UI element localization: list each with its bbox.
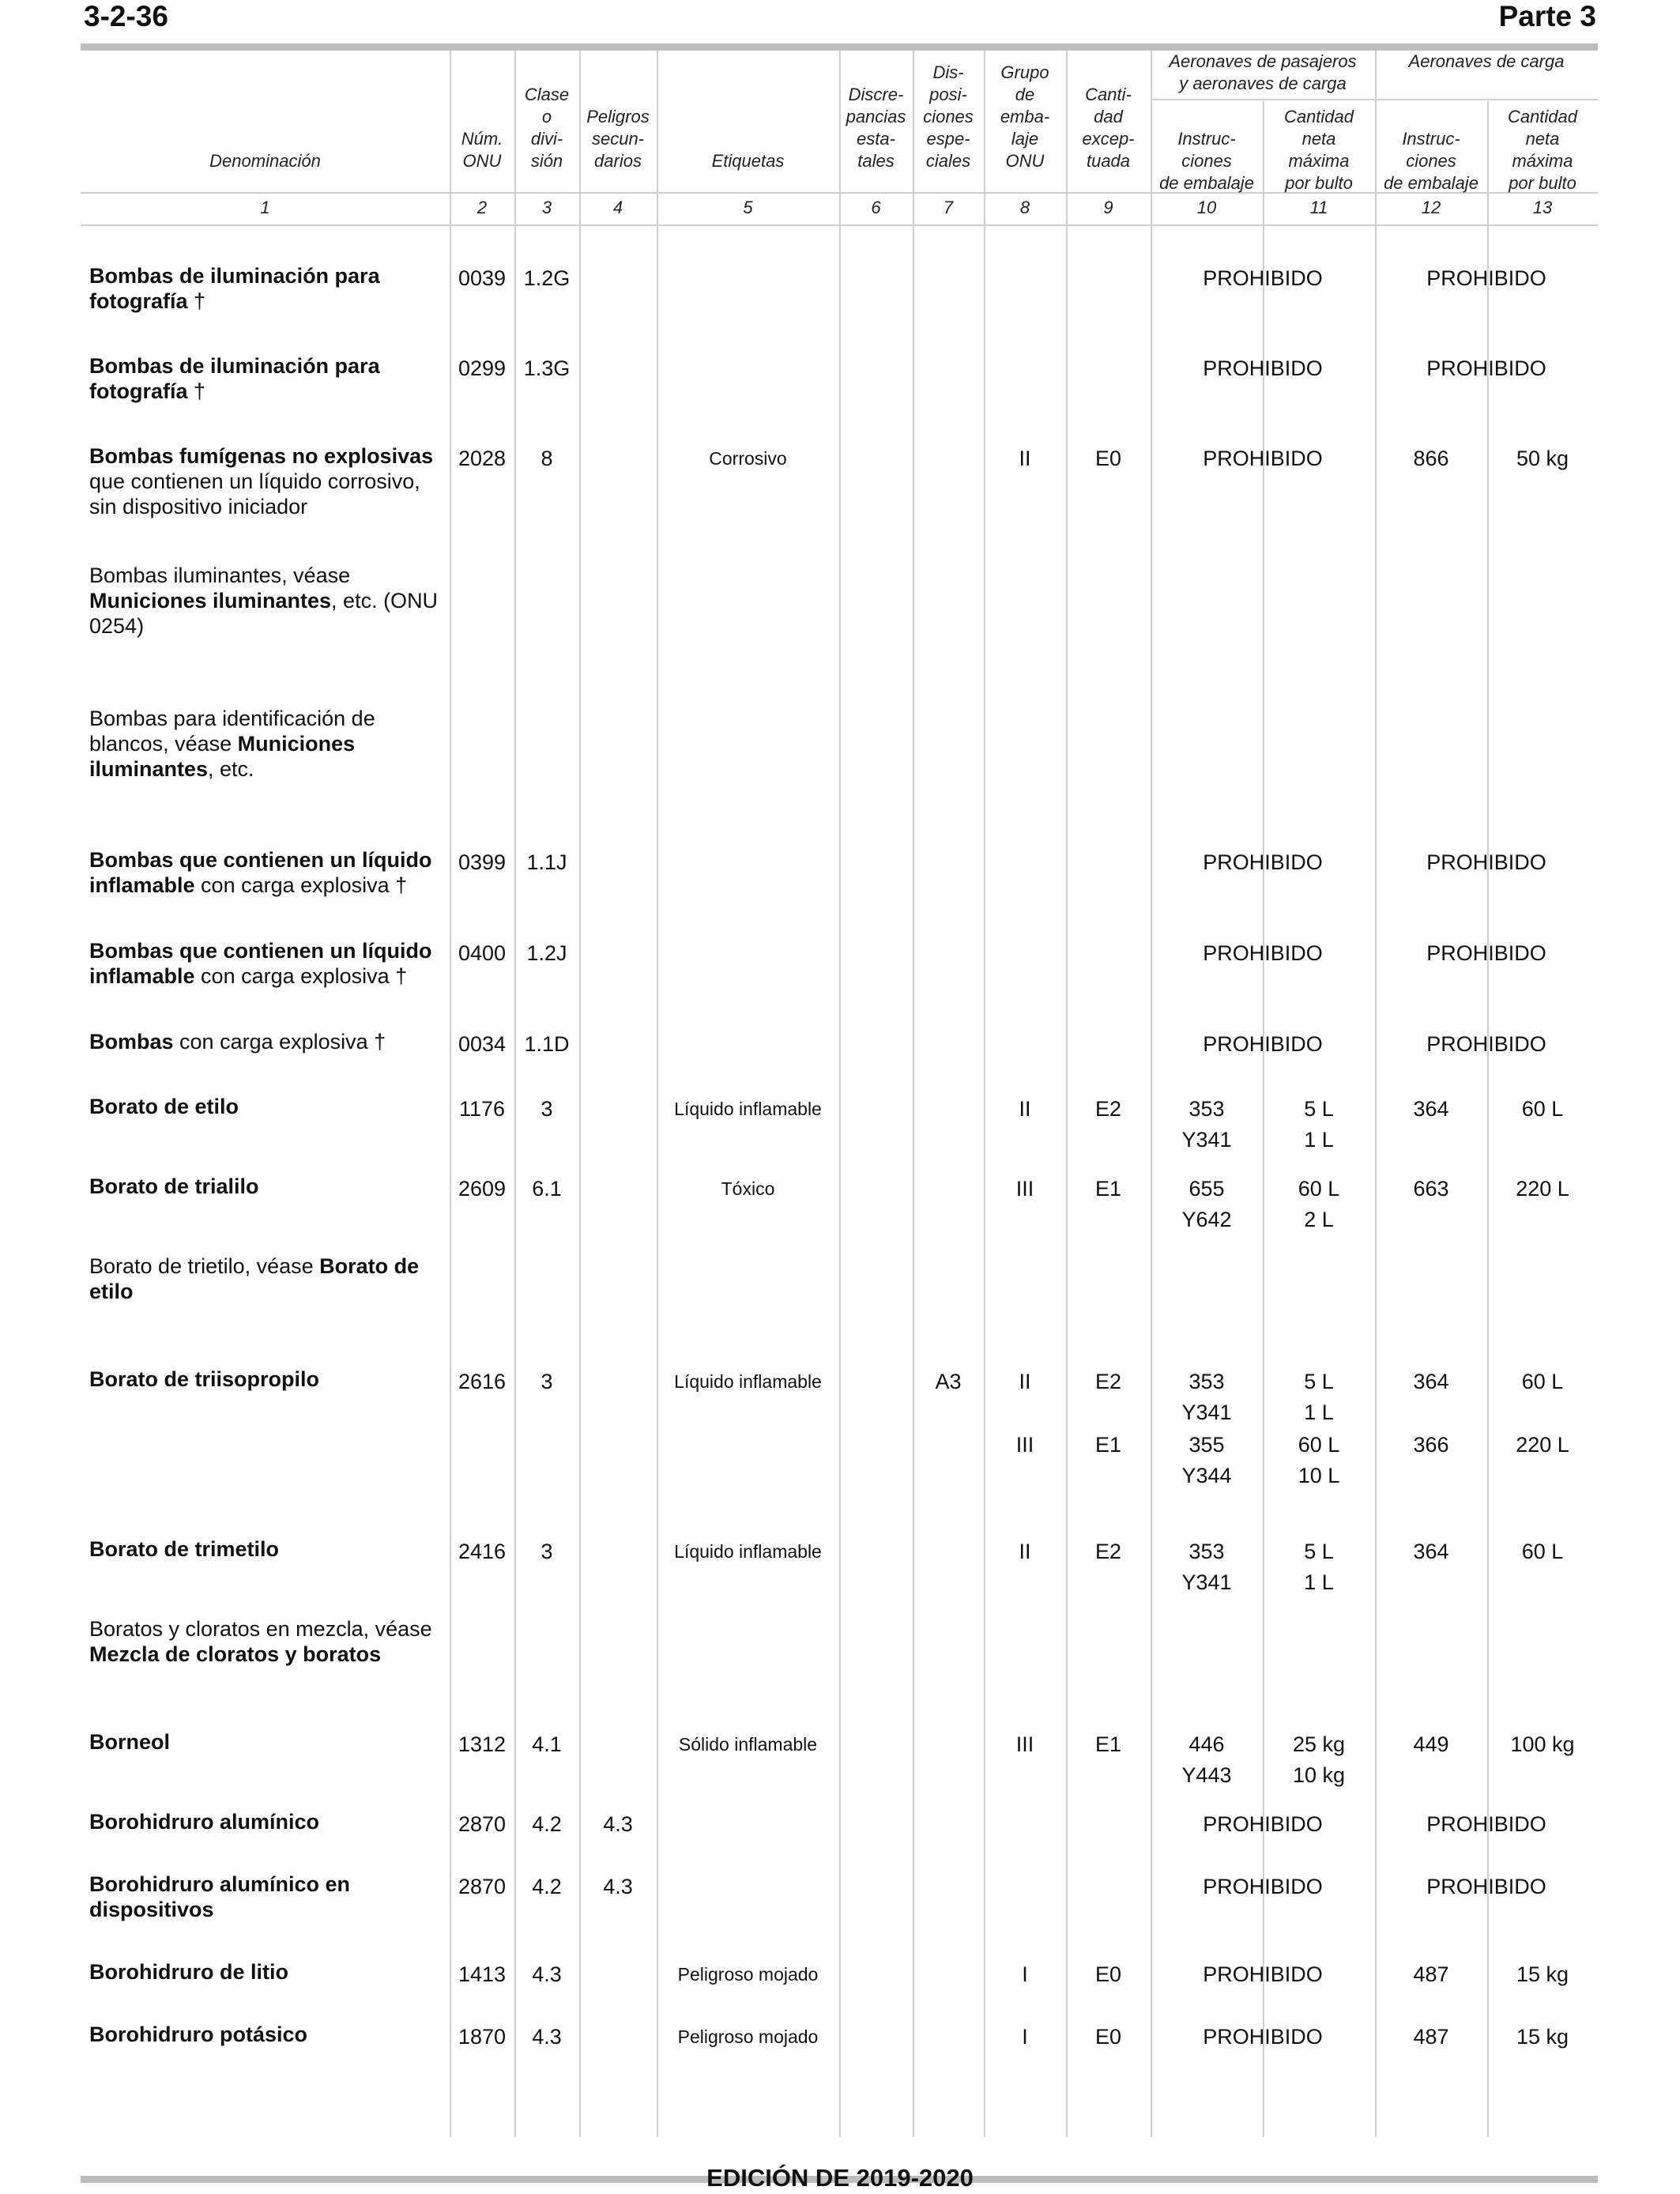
- entry-name: [89, 706, 449, 782]
- entry-name-text: , etc. (ONU 0254): [89, 589, 439, 638]
- header-line: emba-: [1000, 107, 1050, 126]
- pax-max-net-quantity: 60 L: [1298, 1177, 1340, 1201]
- class-division: 1.1D: [524, 1032, 570, 1056]
- un-number: 0299: [458, 356, 507, 380]
- un-number: 2416: [458, 1540, 507, 1563]
- header-line: Peligros: [586, 107, 650, 126]
- pax-packing-instruction: 353: [1188, 1370, 1225, 1393]
- entry-name-bold: Borohidruro potásico: [89, 2022, 307, 2046]
- pax-prohibited: PROHIBIDO: [1203, 1875, 1323, 1898]
- packing-group: III: [1015, 1433, 1034, 1457]
- entry-name-text: Borato de trietilo, véase: [89, 1254, 320, 1278]
- entry-name: [89, 1253, 449, 1304]
- column-number: 4: [612, 198, 623, 217]
- pax-max-net-quantity: 60 L: [1298, 1433, 1340, 1457]
- special-provision: A3: [935, 1370, 962, 1393]
- entry-name-bold: Bombas fumígenas no explosivas: [89, 444, 434, 468]
- entry-name: [89, 1536, 449, 1562]
- top-rule: [81, 43, 1598, 51]
- un-number: 2616: [458, 1370, 507, 1393]
- header-line: ciones: [923, 107, 974, 126]
- entry-name-text: con carga explosiva †: [194, 873, 408, 897]
- packing-group: II: [1019, 1370, 1031, 1393]
- header-line: secun-: [591, 129, 645, 149]
- cargo-packing-instruction: 663: [1413, 1177, 1449, 1201]
- header-line: espe-: [926, 129, 970, 149]
- column-number: 3: [541, 198, 552, 217]
- class-division: 8: [541, 447, 553, 470]
- header-line: Clase: [524, 85, 570, 104]
- pax-prohibited: PROHIBIDO: [1203, 1032, 1323, 1056]
- un-number: 1413: [458, 1962, 507, 1986]
- header-disposiciones: [913, 62, 984, 172]
- hazard-label: Corrosivo: [709, 448, 787, 469]
- entry-name: [89, 1367, 449, 1392]
- secondary-hazard: 4.3: [603, 1875, 633, 1898]
- pax-packing-instruction: Y341: [1181, 1400, 1232, 1424]
- header-cantidad-cargo: [1486, 106, 1599, 194]
- entry-name-bold: Bombas que contienen un líquido inflamable: [89, 848, 432, 897]
- excepted-quantity: E0: [1094, 447, 1122, 470]
- column-divider: [657, 51, 658, 2137]
- excepted-quantity: E2: [1094, 1540, 1122, 1563]
- entry-name-bold: Bombas: [89, 1030, 174, 1054]
- column-number: 12: [1421, 198, 1441, 217]
- entry-name-text: , etc.: [208, 757, 254, 781]
- excepted-quantity: E1: [1094, 1732, 1122, 1756]
- packing-group: I: [1022, 1962, 1028, 1986]
- entry-name-bold: Borato de trialilo: [89, 1174, 259, 1198]
- header-line: dad: [1094, 107, 1123, 126]
- cargo-prohibited: PROHIBIDO: [1426, 356, 1546, 380]
- cargo-prohibited: PROHIBIDO: [1426, 1032, 1546, 1056]
- entry-name-bold: Bombas de iluminación para fotografía: [89, 264, 380, 313]
- header-line: pancias: [846, 107, 906, 126]
- class-division: 1.3G: [523, 356, 571, 380]
- cargo-packing-instruction: 487: [1413, 1962, 1449, 1986]
- packing-group: II: [1019, 1540, 1031, 1563]
- pax-prohibited: PROHIBIDO: [1203, 356, 1323, 380]
- cargo-packing-instruction: 866: [1413, 447, 1449, 470]
- hazard-label: Sólido inflamable: [678, 1734, 818, 1755]
- column-number: 13: [1532, 198, 1553, 217]
- hazard-label: Líquido inflamable: [674, 1371, 822, 1392]
- header-line: de embalaje: [1384, 173, 1478, 193]
- header-line: y aeronaves de carga: [1179, 74, 1347, 93]
- header-line: tuada: [1086, 151, 1131, 171]
- pax-packing-instruction: Y341: [1181, 1128, 1232, 1152]
- cargo-prohibited: PROHIBIDO: [1426, 1875, 1546, 1898]
- pax-packing-instruction: 655: [1188, 1177, 1225, 1201]
- cargo-prohibited: PROHIBIDO: [1426, 266, 1546, 290]
- entry-name: [89, 2022, 449, 2047]
- hazard-label: Tóxico: [721, 1178, 775, 1199]
- column-divider: [913, 51, 914, 2137]
- packing-group: II: [1019, 1097, 1031, 1121]
- pax-prohibited: PROHIBIDO: [1203, 266, 1323, 290]
- cargo-packing-instruction: 364: [1413, 1540, 1449, 1563]
- header-line: por bulto: [1509, 173, 1576, 193]
- packing-group: III: [1015, 1177, 1034, 1201]
- header-group-pax: [1151, 51, 1375, 95]
- entry-name-text: con carga explosiva †: [194, 964, 408, 988]
- cargo-max-net-quantity: 220 L: [1516, 1177, 1569, 1201]
- header-line: ONU: [462, 151, 502, 171]
- un-number: 2870: [458, 1875, 507, 1898]
- class-division: 4.2: [532, 1875, 562, 1898]
- entry-name: [89, 938, 449, 989]
- cargo-max-net-quantity: 100 kg: [1510, 1732, 1575, 1756]
- entry-name-bold: Borato de etilo: [89, 1254, 420, 1303]
- pax-packing-instruction: 353: [1188, 1540, 1225, 1563]
- entry-name-bold: Borohidruro alumínico: [89, 1810, 320, 1834]
- header-line: neta: [1301, 129, 1336, 149]
- column-divider: [984, 51, 985, 2137]
- hazard-label: Líquido inflamable: [674, 1541, 822, 1562]
- header-line: sión: [530, 151, 563, 171]
- entry-name: [89, 1029, 449, 1054]
- hazard-label: Líquido inflamable: [674, 1099, 822, 1119]
- header-line: máxima: [1288, 151, 1350, 171]
- un-number: 1176: [458, 1097, 506, 1121]
- excepted-quantity: E1: [1094, 1433, 1122, 1457]
- class-division: 3: [541, 1540, 553, 1563]
- colnum-underline: [81, 224, 1598, 226]
- class-division: 4.1: [532, 1732, 562, 1756]
- un-number: 0039: [458, 266, 507, 290]
- header-line: Grupo: [1000, 62, 1049, 82]
- edition-footer: EDICIÓN DE 2019-2020: [706, 2164, 974, 2192]
- entry-name: [89, 1872, 449, 1922]
- cargo-max-net-quantity: 60 L: [1521, 1370, 1564, 1393]
- pax-prohibited: PROHIBIDO: [1203, 2025, 1323, 2049]
- column-number: 1: [260, 198, 270, 217]
- class-division: 3: [541, 1097, 553, 1121]
- header-group-cargo: [1374, 51, 1599, 73]
- class-division: 6.1: [532, 1177, 562, 1201]
- pax-prohibited: PROHIBIDO: [1203, 941, 1323, 965]
- header-line: máxima: [1512, 151, 1573, 171]
- pax-packing-instruction: 446: [1188, 1732, 1225, 1756]
- entry-name: [89, 1959, 449, 1985]
- un-number: 1870: [458, 2025, 507, 2049]
- pax-max-net-quantity: 5 L: [1304, 1097, 1334, 1121]
- cargo-packing-instruction: 364: [1413, 1370, 1449, 1393]
- class-division: 1.2J: [526, 941, 567, 965]
- header-line: de embalaje: [1159, 173, 1254, 193]
- entry-name-text: †: [187, 379, 206, 403]
- entry-name: [89, 1729, 449, 1755]
- un-number: 2609: [458, 1177, 507, 1201]
- column-divider: [1066, 51, 1068, 2137]
- pax-prohibited: PROHIBIDO: [1203, 1962, 1323, 1986]
- header-line: ONU: [1005, 151, 1045, 171]
- class-division: 4.3: [532, 1962, 562, 1986]
- header-clase: [514, 84, 579, 172]
- header-line: Canti-: [1085, 85, 1132, 104]
- entry-name-text: que contienen un líquido corrosivo, sin dispositivo iniciador: [89, 469, 420, 518]
- hazard-label: Peligroso mojado: [677, 1964, 819, 1985]
- packing-group: I: [1022, 2025, 1028, 2049]
- entry-name-bold: Bombas que contienen un líquido inflamable: [89, 939, 432, 988]
- header-line: ciones: [1406, 151, 1456, 171]
- header-line: Aeronaves de carga: [1408, 51, 1565, 71]
- header-grupo: [984, 62, 1066, 172]
- column-divider: [839, 51, 841, 2137]
- un-number: 0399: [458, 850, 507, 874]
- entry-name: [89, 847, 449, 898]
- entry-name: [89, 263, 449, 314]
- class-division: 3: [541, 1370, 553, 1393]
- cargo-packing-instruction: 366: [1413, 1433, 1449, 1457]
- entry-name-text: Bombas iluminantes, véase: [89, 564, 351, 587]
- header-instrucciones-pax: [1151, 128, 1263, 194]
- class-division: 1.2G: [523, 266, 571, 290]
- entry-name-bold: Municiones iluminantes: [89, 732, 356, 781]
- pax-max-net-quantity: 1 L: [1304, 1570, 1334, 1594]
- header-discrepancias: [840, 84, 913, 172]
- pax-packing-instruction: Y341: [1181, 1570, 1232, 1594]
- excepted-quantity: E0: [1094, 1962, 1122, 1986]
- header-line: ciones: [1181, 151, 1232, 171]
- header-line: neta: [1525, 129, 1560, 149]
- column-number: 6: [871, 198, 881, 217]
- entry-name-text: †: [187, 289, 206, 313]
- entry-name-bold: Borohidruro de litio: [89, 1960, 288, 1984]
- excepted-quantity: E1: [1094, 1177, 1122, 1201]
- pax-max-net-quantity: 1 L: [1304, 1400, 1334, 1424]
- column-number: 8: [1019, 198, 1030, 217]
- entry-name: [89, 1809, 449, 1834]
- header-line: divi-: [530, 129, 563, 149]
- cargo-max-net-quantity: 15 kg: [1516, 1962, 1569, 1986]
- entry-name-bold: Borato de triisopropilo: [89, 1367, 320, 1391]
- excepted-quantity: E2: [1094, 1097, 1122, 1121]
- pax-packing-instruction: Y443: [1181, 1763, 1232, 1787]
- header-line: esta-: [857, 129, 895, 149]
- header-line: Instruc-: [1177, 129, 1236, 149]
- cargo-prohibited: PROHIBIDO: [1426, 1812, 1546, 1836]
- cargo-prohibited: PROHIBIDO: [1426, 941, 1546, 965]
- entry-name-bold: Borato de etilo: [89, 1095, 239, 1118]
- pax-packing-instruction: 353: [1188, 1097, 1225, 1121]
- entry-name: [89, 1174, 449, 1199]
- class-division: 4.2: [532, 1812, 562, 1836]
- column-number: 7: [943, 198, 954, 217]
- entry-name-text: Bombas para identificación de blancos, véase: [89, 707, 375, 756]
- entry-name-bold: Mezcla de cloratos y boratos: [89, 1642, 382, 1666]
- pax-max-net-quantity: 1 L: [1304, 1128, 1334, 1152]
- header-line: Instruc-: [1402, 129, 1460, 149]
- class-division: 1.1J: [526, 850, 567, 874]
- entry-name-text: Boratos y cloratos en mezcla, véase: [89, 1617, 432, 1641]
- entry-name-bold: Borohidruro alumínico en dispositivos: [89, 1872, 351, 1921]
- column-number: 11: [1309, 198, 1328, 217]
- entry-name-text: con carga explosiva †: [173, 1030, 386, 1054]
- pax-prohibited: PROHIBIDO: [1203, 1812, 1323, 1836]
- pax-packing-instruction: Y642: [1181, 1208, 1232, 1231]
- un-number: 1312: [458, 1732, 507, 1756]
- column-number: 2: [477, 198, 488, 217]
- header-line: Cantidad: [1283, 107, 1354, 126]
- entry-name: [89, 1616, 449, 1667]
- group-underline: [1151, 99, 1598, 100]
- header-line: Etiquetas: [711, 151, 785, 171]
- header-line: darios: [594, 151, 642, 171]
- header-denominacion: [92, 150, 439, 172]
- pax-packing-instruction: Y344: [1181, 1464, 1232, 1487]
- pax-packing-instruction: 355: [1188, 1433, 1225, 1457]
- entry-name: [89, 563, 449, 639]
- header-line: Cantidad: [1507, 107, 1578, 126]
- header-line: Denominación: [209, 151, 321, 171]
- header-line: ciales: [925, 151, 971, 171]
- class-division: 4.3: [532, 2025, 562, 2049]
- pax-max-net-quantity: 25 kg: [1292, 1732, 1346, 1756]
- header-line: de: [1015, 85, 1035, 104]
- header-line: Discre-: [848, 85, 904, 104]
- pax-max-net-quantity: 10 kg: [1292, 1763, 1346, 1787]
- entry-name: [89, 1094, 449, 1119]
- packing-group: III: [1015, 1732, 1034, 1756]
- entry-name-bold: Bombas de iluminación para fotografía: [89, 354, 380, 403]
- cargo-packing-instruction: 364: [1413, 1097, 1449, 1121]
- header-line: por bulto: [1285, 173, 1353, 193]
- header-line: excep-: [1082, 129, 1135, 149]
- entry-name-bold: Municiones iluminantes: [89, 589, 332, 613]
- excepted-quantity: E2: [1094, 1370, 1122, 1393]
- header-line: Núm.: [461, 129, 503, 149]
- un-number: 0034: [458, 1032, 507, 1056]
- hazard-label: Peligroso mojado: [677, 2026, 819, 2047]
- cargo-prohibited: PROHIBIDO: [1426, 850, 1546, 874]
- column-number: 9: [1103, 198, 1113, 217]
- cargo-max-net-quantity: 220 L: [1516, 1433, 1569, 1457]
- entry-name-bold: Borneol: [89, 1730, 171, 1754]
- pax-max-net-quantity: 5 L: [1304, 1370, 1334, 1393]
- pax-prohibited: PROHIBIDO: [1203, 447, 1323, 470]
- un-number: 2028: [458, 447, 507, 470]
- header-line: tales: [857, 151, 895, 171]
- entry-name: [89, 443, 449, 519]
- entry-name: [89, 353, 449, 404]
- secondary-hazard: 4.3: [603, 1812, 633, 1836]
- pax-max-net-quantity: 5 L: [1304, 1540, 1334, 1563]
- header-num-onu: [450, 128, 514, 172]
- header-instrucciones-cargo: [1375, 128, 1487, 194]
- excepted-quantity: E0: [1094, 2025, 1122, 2049]
- header-cantidad-pax: [1263, 106, 1375, 194]
- column-number: 5: [743, 198, 753, 217]
- header-etiquetas: [657, 150, 839, 172]
- header-line: Dis-: [932, 62, 964, 82]
- header-peligros: [579, 106, 657, 172]
- pax-max-net-quantity: 2 L: [1304, 1208, 1334, 1231]
- cargo-packing-instruction: 449: [1413, 1732, 1449, 1756]
- header-cantidad-exceptuada: [1067, 84, 1151, 172]
- cargo-max-net-quantity: 15 kg: [1516, 2025, 1569, 2049]
- cargo-packing-instruction: 487: [1413, 2025, 1449, 2049]
- header-line: o: [541, 107, 552, 126]
- header-line: laje: [1011, 129, 1039, 149]
- column-number: 10: [1196, 198, 1217, 217]
- page-number: 3-2-36: [84, 0, 168, 32]
- pax-prohibited: PROHIBIDO: [1203, 850, 1323, 874]
- cargo-max-net-quantity: 60 L: [1521, 1097, 1564, 1121]
- part-title: Parte 3: [1498, 0, 1596, 32]
- un-number: 0400: [458, 941, 507, 965]
- cargo-max-net-quantity: 60 L: [1521, 1540, 1564, 1563]
- header-line: posi-: [929, 85, 967, 104]
- header-line: Aeronaves de pasajeros: [1169, 51, 1357, 71]
- entry-name-bold: Borato de trimetilo: [89, 1537, 280, 1561]
- un-number: 2870: [458, 1812, 507, 1836]
- pax-max-net-quantity: 10 L: [1298, 1464, 1340, 1487]
- cargo-max-net-quantity: 50 kg: [1516, 447, 1569, 470]
- packing-group: II: [1019, 447, 1031, 470]
